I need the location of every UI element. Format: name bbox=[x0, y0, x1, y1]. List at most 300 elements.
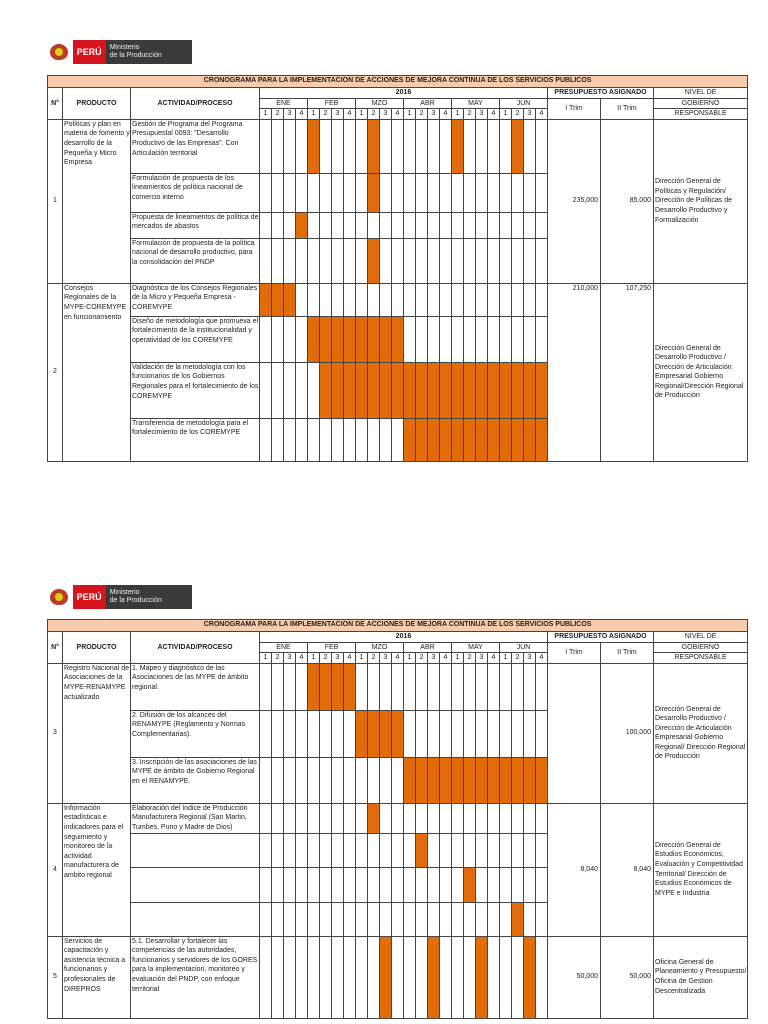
responsible-entity: Dirección General de Políticas y Regulación/ Dirección de Políticas de Desarrollo Productivo y Formalización bbox=[654, 119, 748, 283]
week-cell bbox=[476, 119, 488, 173]
week-cell bbox=[524, 362, 536, 418]
col-producto-header: PRODUCTO bbox=[63, 88, 131, 120]
week-cell bbox=[392, 362, 404, 418]
week-cell bbox=[416, 936, 428, 1018]
week-cell bbox=[368, 238, 380, 283]
week-cell bbox=[260, 902, 272, 936]
week-cell bbox=[392, 283, 404, 316]
week-cell bbox=[464, 710, 476, 757]
week-cell bbox=[284, 238, 296, 283]
week-cell bbox=[332, 663, 344, 710]
responsible-entity: Dirección General de Desarrollo Productivo / Dirección de Articulación Empresarial Gobierno Regional/Dirección Regional de Producción bbox=[654, 283, 748, 461]
week-header: 2 bbox=[416, 653, 428, 664]
week-cell bbox=[356, 173, 368, 212]
week-cell bbox=[272, 362, 284, 418]
week-cell bbox=[428, 833, 440, 867]
activity-description bbox=[131, 902, 260, 936]
activity-description: Formulación de propuesta de la política nacional de desarrollo productivo, para la consolidación del PNDP bbox=[131, 238, 260, 283]
week-cell bbox=[512, 833, 524, 867]
week-header: 4 bbox=[440, 109, 452, 120]
trim2-header: II Trim bbox=[601, 98, 654, 119]
week-cell bbox=[260, 212, 272, 238]
week-cell bbox=[440, 238, 452, 283]
week-cell bbox=[332, 757, 344, 803]
week-cell bbox=[524, 238, 536, 283]
activity-row bbox=[48, 119, 748, 173]
week-header: 3 bbox=[332, 109, 344, 120]
week-header: 1 bbox=[260, 653, 272, 664]
week-cell bbox=[476, 902, 488, 936]
week-cell bbox=[428, 663, 440, 710]
week-cell bbox=[344, 238, 356, 283]
week-cell bbox=[320, 936, 332, 1018]
week-cell bbox=[272, 212, 284, 238]
week-cell bbox=[440, 418, 452, 461]
week-cell bbox=[272, 418, 284, 461]
week-cell bbox=[536, 936, 548, 1018]
budget-ii-trim: 100,000 bbox=[601, 663, 654, 803]
week-cell bbox=[272, 867, 284, 902]
week-cell bbox=[296, 902, 308, 936]
trim1-header: I Trim bbox=[548, 98, 601, 119]
month-header: JUN bbox=[500, 98, 548, 109]
week-cell bbox=[404, 119, 416, 173]
week-cell bbox=[428, 212, 440, 238]
week-cell bbox=[512, 362, 524, 418]
week-cell bbox=[260, 362, 272, 418]
week-cell bbox=[488, 757, 500, 803]
logo-ministry-text: Ministerio de la Producción bbox=[106, 585, 192, 609]
week-cell bbox=[332, 902, 344, 936]
week-cell bbox=[368, 803, 380, 833]
week-cell bbox=[284, 710, 296, 757]
week-cell bbox=[368, 362, 380, 418]
week-cell bbox=[536, 663, 548, 710]
week-cell bbox=[272, 283, 284, 316]
week-cell bbox=[404, 710, 416, 757]
week-cell bbox=[272, 757, 284, 803]
week-cell bbox=[404, 902, 416, 936]
col-n-header: N° bbox=[48, 632, 63, 664]
schedule-table-page-2 bbox=[47, 619, 748, 1019]
week-cell bbox=[488, 663, 500, 710]
week-cell bbox=[404, 663, 416, 710]
week-cell bbox=[296, 173, 308, 212]
week-cell bbox=[428, 757, 440, 803]
week-cell bbox=[380, 757, 392, 803]
week-cell bbox=[428, 238, 440, 283]
activity-row bbox=[48, 936, 748, 1018]
week-cell bbox=[500, 173, 512, 212]
week-header: 1 bbox=[500, 109, 512, 120]
activity-description: 5.1. Desarrollar y fortalecer las competencias de las autoridades, funcionarios y servidores de los GORES para la implementacion, monitoreo y evaluación del PNDP, con enfoque territorial bbox=[131, 936, 260, 1018]
week-cell bbox=[512, 173, 524, 212]
week-cell bbox=[464, 418, 476, 461]
week-cell bbox=[380, 316, 392, 362]
week-cell bbox=[356, 710, 368, 757]
week-cell bbox=[464, 663, 476, 710]
week-cell bbox=[476, 362, 488, 418]
week-cell bbox=[512, 902, 524, 936]
week-cell bbox=[488, 119, 500, 173]
week-cell bbox=[416, 119, 428, 173]
week-cell bbox=[320, 663, 332, 710]
week-cell bbox=[296, 316, 308, 362]
product-number: 3 bbox=[48, 663, 63, 803]
week-cell bbox=[260, 833, 272, 867]
week-cell bbox=[368, 212, 380, 238]
week-cell bbox=[296, 710, 308, 757]
week-cell bbox=[332, 867, 344, 902]
week-cell bbox=[416, 710, 428, 757]
week-cell bbox=[476, 936, 488, 1018]
week-cell bbox=[380, 936, 392, 1018]
week-header: 4 bbox=[536, 653, 548, 664]
week-cell bbox=[308, 173, 320, 212]
week-cell bbox=[392, 833, 404, 867]
week-cell bbox=[380, 710, 392, 757]
week-cell bbox=[488, 316, 500, 362]
week-cell bbox=[380, 173, 392, 212]
week-cell bbox=[332, 833, 344, 867]
week-cell bbox=[452, 902, 464, 936]
responsible-entity: Oficina General de Planeamiento y Presupuesto/ Oficina de Gestion Descentralizada bbox=[654, 936, 748, 1018]
week-cell bbox=[524, 119, 536, 173]
week-cell bbox=[320, 119, 332, 173]
week-cell bbox=[464, 173, 476, 212]
week-cell bbox=[416, 867, 428, 902]
week-cell bbox=[356, 902, 368, 936]
week-cell bbox=[476, 803, 488, 833]
week-cell bbox=[416, 833, 428, 867]
product-name: Información estadísticas e indicadores para el seguimiento y monitoreo de la actividad manufacturera de ambito regional bbox=[63, 803, 131, 936]
week-cell bbox=[536, 362, 548, 418]
week-cell bbox=[368, 173, 380, 212]
week-cell bbox=[416, 362, 428, 418]
week-header: 2 bbox=[272, 653, 284, 664]
week-cell bbox=[260, 173, 272, 212]
week-header: 2 bbox=[320, 653, 332, 664]
week-cell bbox=[404, 316, 416, 362]
week-cell bbox=[344, 283, 356, 316]
week-cell bbox=[284, 362, 296, 418]
week-cell bbox=[332, 173, 344, 212]
week-cell bbox=[404, 833, 416, 867]
week-cell bbox=[452, 833, 464, 867]
schedule-table-page-1 bbox=[47, 75, 748, 462]
year-header: 2016 bbox=[260, 88, 548, 99]
nivel-header-line3: RESPONSABLE bbox=[654, 109, 748, 120]
week-cell bbox=[320, 316, 332, 362]
week-cell bbox=[272, 803, 284, 833]
week-cell bbox=[308, 867, 320, 902]
week-cell bbox=[500, 867, 512, 902]
week-cell bbox=[512, 418, 524, 461]
week-cell bbox=[500, 803, 512, 833]
week-header: 2 bbox=[512, 653, 524, 664]
month-header: MAY bbox=[452, 98, 500, 109]
product-name: Políticas y plan en materia de fomento y desarrollo de la Pequeña y Micro Empresa bbox=[63, 119, 131, 283]
week-cell bbox=[512, 212, 524, 238]
activity-description: Validación de la metodología con los funcionarios de los Gobiernos Regionales para el fortalecimiento de los COREMYPE bbox=[131, 362, 260, 418]
budget-i-trim bbox=[548, 663, 601, 803]
week-cell bbox=[416, 902, 428, 936]
week-cell bbox=[512, 283, 524, 316]
week-cell bbox=[428, 867, 440, 902]
week-cell bbox=[452, 710, 464, 757]
week-cell bbox=[524, 663, 536, 710]
week-cell bbox=[392, 757, 404, 803]
week-cell bbox=[272, 833, 284, 867]
week-cell bbox=[524, 316, 536, 362]
month-header: ABR bbox=[404, 642, 452, 653]
month-header: FEB bbox=[308, 642, 356, 653]
week-cell bbox=[344, 936, 356, 1018]
week-cell bbox=[392, 663, 404, 710]
week-cell bbox=[404, 238, 416, 283]
week-cell bbox=[368, 902, 380, 936]
week-cell bbox=[452, 173, 464, 212]
week-header: 1 bbox=[356, 653, 368, 664]
week-cell bbox=[368, 867, 380, 902]
week-header: 4 bbox=[344, 109, 356, 120]
week-header: 3 bbox=[380, 653, 392, 664]
week-cell bbox=[332, 418, 344, 461]
week-cell bbox=[368, 119, 380, 173]
week-cell bbox=[404, 936, 416, 1018]
week-cell bbox=[392, 902, 404, 936]
week-cell bbox=[464, 238, 476, 283]
week-cell bbox=[392, 867, 404, 902]
week-cell bbox=[428, 710, 440, 757]
coat-of-arms-icon bbox=[48, 586, 70, 608]
week-cell bbox=[452, 867, 464, 902]
week-cell bbox=[524, 418, 536, 461]
week-cell bbox=[296, 238, 308, 283]
logo-ministry-text: Ministerio de la Producción bbox=[106, 40, 192, 64]
col-actividad-header: ACTIVIDAD/PROCESO bbox=[131, 88, 260, 120]
week-header: 2 bbox=[416, 109, 428, 120]
header-row-1 bbox=[48, 632, 748, 643]
week-cell bbox=[272, 902, 284, 936]
activity-description bbox=[131, 867, 260, 902]
week-cell bbox=[428, 316, 440, 362]
week-cell bbox=[488, 238, 500, 283]
week-cell bbox=[344, 418, 356, 461]
week-header: 4 bbox=[488, 109, 500, 120]
week-cell bbox=[380, 418, 392, 461]
ministry-logo bbox=[48, 585, 192, 609]
week-cell bbox=[524, 936, 536, 1018]
week-cell bbox=[488, 362, 500, 418]
week-cell bbox=[536, 757, 548, 803]
week-cell bbox=[464, 212, 476, 238]
week-cell bbox=[260, 757, 272, 803]
week-cell bbox=[488, 867, 500, 902]
week-cell bbox=[260, 418, 272, 461]
col-actividad-header: ACTIVIDAD/PROCESO bbox=[131, 632, 260, 664]
week-cell bbox=[536, 902, 548, 936]
week-cell bbox=[344, 867, 356, 902]
product-number: 4 bbox=[48, 803, 63, 936]
week-cell bbox=[356, 418, 368, 461]
week-cell bbox=[500, 663, 512, 710]
responsible-entity: Dirección General de Estudios Económicos, Evaluación y Competitividad Territorial/ Dirección de Estudios Económicos de MYPE e Industria bbox=[654, 803, 748, 936]
activity-description: Propuesta de lineamientos de política de mercados de abastos bbox=[131, 212, 260, 238]
week-cell bbox=[464, 803, 476, 833]
week-cell bbox=[476, 833, 488, 867]
week-cell bbox=[404, 418, 416, 461]
week-cell bbox=[332, 362, 344, 418]
week-cell bbox=[536, 212, 548, 238]
week-cell bbox=[272, 119, 284, 173]
activity-description: 1. Mapeo y diagnóstico de las Asociaciones de las MYPE de ámbito regional. bbox=[131, 663, 260, 710]
week-cell bbox=[356, 119, 368, 173]
week-cell bbox=[296, 757, 308, 803]
week-cell bbox=[380, 803, 392, 833]
week-cell bbox=[404, 362, 416, 418]
week-cell bbox=[452, 757, 464, 803]
week-cell bbox=[260, 663, 272, 710]
week-cell bbox=[332, 316, 344, 362]
week-cell bbox=[260, 867, 272, 902]
week-cell bbox=[536, 833, 548, 867]
week-cell bbox=[368, 418, 380, 461]
week-cell bbox=[308, 833, 320, 867]
week-cell bbox=[524, 833, 536, 867]
week-cell bbox=[260, 283, 272, 316]
week-cell bbox=[524, 803, 536, 833]
week-cell bbox=[416, 803, 428, 833]
week-cell bbox=[524, 867, 536, 902]
week-cell bbox=[440, 316, 452, 362]
col-producto-header: PRODUCTO bbox=[63, 632, 131, 664]
activity-description: 3. Inscripción de las asociaciones de las MYPE de ámbito de Gobierno Regional en el RENAMYPE. bbox=[131, 757, 260, 803]
week-cell bbox=[452, 362, 464, 418]
week-cell bbox=[260, 316, 272, 362]
week-cell bbox=[320, 867, 332, 902]
week-cell bbox=[476, 238, 488, 283]
week-cell bbox=[416, 316, 428, 362]
week-cell bbox=[260, 119, 272, 173]
week-cell bbox=[404, 867, 416, 902]
activity-row bbox=[48, 803, 748, 833]
week-cell bbox=[452, 316, 464, 362]
week-cell bbox=[296, 212, 308, 238]
week-cell bbox=[392, 212, 404, 238]
activity-row bbox=[48, 283, 748, 316]
month-header: FEB bbox=[308, 98, 356, 109]
week-cell bbox=[356, 283, 368, 316]
week-cell bbox=[452, 212, 464, 238]
week-cell bbox=[416, 212, 428, 238]
week-cell bbox=[344, 663, 356, 710]
logo-peru-text: PERÚ bbox=[73, 585, 106, 609]
presupuesto-header: PRESUPUESTO ASIGNADO bbox=[548, 88, 654, 99]
week-cell bbox=[344, 119, 356, 173]
week-cell bbox=[296, 936, 308, 1018]
week-cell bbox=[440, 902, 452, 936]
week-cell bbox=[428, 119, 440, 173]
week-cell bbox=[524, 710, 536, 757]
week-cell bbox=[308, 418, 320, 461]
week-cell bbox=[416, 418, 428, 461]
week-cell bbox=[416, 238, 428, 283]
week-cell bbox=[536, 418, 548, 461]
week-cell bbox=[512, 316, 524, 362]
week-cell bbox=[308, 362, 320, 418]
week-cell bbox=[320, 833, 332, 867]
week-header: 3 bbox=[524, 653, 536, 664]
week-cell bbox=[368, 833, 380, 867]
product-name: Consejos Regionales de la MYPE-COREMYPE en funcionamiento bbox=[63, 283, 131, 461]
table-title: CRONOGRAMA PARA LA IMPLEMENTACION DE ACCIONES DE MEJORA CONTINUA DE LOS SERVICIOS PUBLICOS bbox=[48, 76, 748, 88]
week-cell bbox=[356, 936, 368, 1018]
week-cell bbox=[524, 173, 536, 212]
week-cell bbox=[452, 119, 464, 173]
week-cell bbox=[512, 119, 524, 173]
week-cell bbox=[404, 173, 416, 212]
week-cell bbox=[284, 418, 296, 461]
week-cell bbox=[332, 238, 344, 283]
week-header: 4 bbox=[440, 653, 452, 664]
week-header: 1 bbox=[500, 653, 512, 664]
week-cell bbox=[332, 212, 344, 238]
week-cell bbox=[284, 833, 296, 867]
responsible-entity: Dirección General de Desarrollo Productivo / Dirección de Articulación Empresarial Gobierno Regional/ Dirección Regional de Producción bbox=[654, 663, 748, 803]
week-header: 3 bbox=[380, 109, 392, 120]
activity-description: Formulación de propuesta de los lineamientos de política nacional de comercio interno bbox=[131, 173, 260, 212]
week-cell bbox=[428, 283, 440, 316]
week-cell bbox=[428, 173, 440, 212]
week-cell bbox=[440, 833, 452, 867]
week-header: 1 bbox=[452, 653, 464, 664]
week-cell bbox=[260, 936, 272, 1018]
logo-peru-text: PERÚ bbox=[73, 40, 106, 64]
week-cell bbox=[464, 316, 476, 362]
week-header: 2 bbox=[320, 109, 332, 120]
week-cell bbox=[368, 316, 380, 362]
activity-description: Transferencia de metodología para el fortalecimiento de los COREMYPE bbox=[131, 418, 260, 461]
week-header: 3 bbox=[476, 109, 488, 120]
week-cell bbox=[380, 833, 392, 867]
week-cell bbox=[368, 663, 380, 710]
week-cell bbox=[308, 936, 320, 1018]
week-cell bbox=[296, 362, 308, 418]
week-cell bbox=[272, 710, 284, 757]
week-cell bbox=[284, 902, 296, 936]
week-header: 3 bbox=[332, 653, 344, 664]
header-row-1 bbox=[48, 88, 748, 99]
week-cell bbox=[464, 362, 476, 418]
week-header: 1 bbox=[260, 109, 272, 120]
week-cell bbox=[416, 283, 428, 316]
nivel-header-line2: GOBIERNO bbox=[654, 642, 748, 653]
year-header: 2016 bbox=[260, 632, 548, 643]
product-name: Servicios de capacitación y asistencia técnica a funcionarios y profesionales de DIREPROS bbox=[63, 936, 131, 1018]
week-cell bbox=[488, 833, 500, 867]
activity-row bbox=[48, 663, 748, 710]
week-cell bbox=[440, 663, 452, 710]
week-cell bbox=[452, 238, 464, 283]
week-cell bbox=[524, 757, 536, 803]
week-cell bbox=[464, 833, 476, 867]
budget-i-trim: 210,000 bbox=[548, 283, 601, 461]
budget-ii-trim: 50,000 bbox=[601, 936, 654, 1018]
week-cell bbox=[284, 867, 296, 902]
week-cell bbox=[392, 418, 404, 461]
product-name: Registro Nacional de Asociaciones de la MYPE-RENAMYPE actualizado bbox=[63, 663, 131, 803]
